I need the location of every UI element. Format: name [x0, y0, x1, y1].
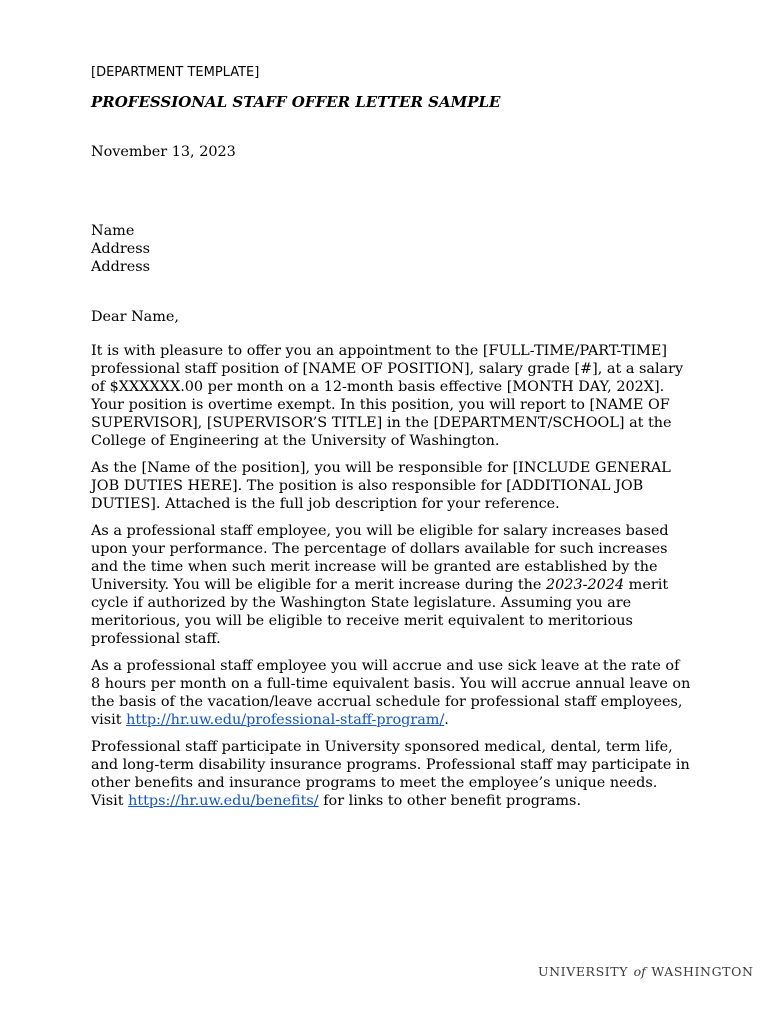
- university-of-washington-logo: [538, 964, 754, 979]
- paragraph-responsibilities: As the [Name of the position], you will be responsible for [INCLUDE GENERAL JOB DUTIES HERE]. The position is also responsible for [ADDITIONAL JOB DUTIES]. Attached is the full job description for your reference.: [91, 460, 671, 513]
- paragraph-benefits-text-start: Professional staff participate in University sponsored medical, dental, term life, and long-term disability insurance programs. Professional staff may participate in other benefits and insurance programs to meet the employee’s unique needs. Visit: [91, 738, 690, 810]
- salutation: Dear Name,: [91, 309, 179, 325]
- paragraph-leave-text-start: As a professional staff employee you will accrue and use sick leave at the rate of 8 hours per month on a full-time equivalent basis. You will accrue annual leave on the basis of the vacation/leave accrual schedule for professional staff employees, visit: [91, 658, 691, 729]
- paragraph-benefits-text-end: for links to other benefit programs.: [318, 793, 582, 810]
- logo-word-university: UNIVERSITY: [538, 964, 629, 979]
- logo-word-washington: WASHINGTON: [651, 964, 754, 979]
- department-template-label: [DEPARTMENT TEMPLATE]: [91, 65, 260, 80]
- paragraph-merit: [91, 522, 691, 649]
- recipient-name: Name: [91, 223, 135, 239]
- logo-word-of: of: [633, 964, 646, 979]
- paragraph-merit-text-start: As a professional staff employee, you will be eligible for salary increases based upon your performance. The percentage of dollars available for such increases and the time when such merit increase will be granted are established by the University. You will be eligible for a merit increase during the: [91, 522, 669, 594]
- paragraph-leave: [91, 657, 691, 729]
- letter-body: [91, 342, 691, 819]
- page-title: PROFESSIONAL STAFF OFFER LETTER SAMPLE: [91, 93, 501, 111]
- paragraph-leave-text-end: .: [444, 712, 449, 729]
- recipient-address-line-1: Address: [91, 241, 150, 258]
- paragraph-appointment: It is with pleasure to offer you an appointment to the [FULL-TIME/PART-TIME] professional staff position of [NAME OF POSITION], salary grade [#], at a salary of $XXXXXX.00 per month on a 12-month basis effective [MONTH DAY, 202X]. Your position is overtime exempt. In this position, you will report to [NAME OF SUPERVISOR], [SUPERVISOR’S TITLE] in the [DEPARTMENT/SCHOOL] at the College of Engineering at the University of Washington.: [91, 343, 684, 450]
- recipient-address-line-2: Address: [91, 259, 150, 276]
- paragraph-benefits: [91, 738, 691, 810]
- benefits-link[interactable]: https://hr.uw.edu/benefits/: [128, 793, 319, 810]
- address-block: [91, 222, 150, 276]
- paragraph-merit-text-end: merit cycle if authorized by the Washington State legislature. Assuming you are meritorious, you will be eligible to receive merit equivalent to meritorious professional staff.: [91, 577, 669, 648]
- letter-date: November 13, 2023: [91, 144, 236, 160]
- professional-staff-program-link[interactable]: http://hr.uw.edu/professional-staff-program/: [126, 712, 445, 729]
- merit-cycle-years: 2023-2024: [546, 577, 625, 594]
